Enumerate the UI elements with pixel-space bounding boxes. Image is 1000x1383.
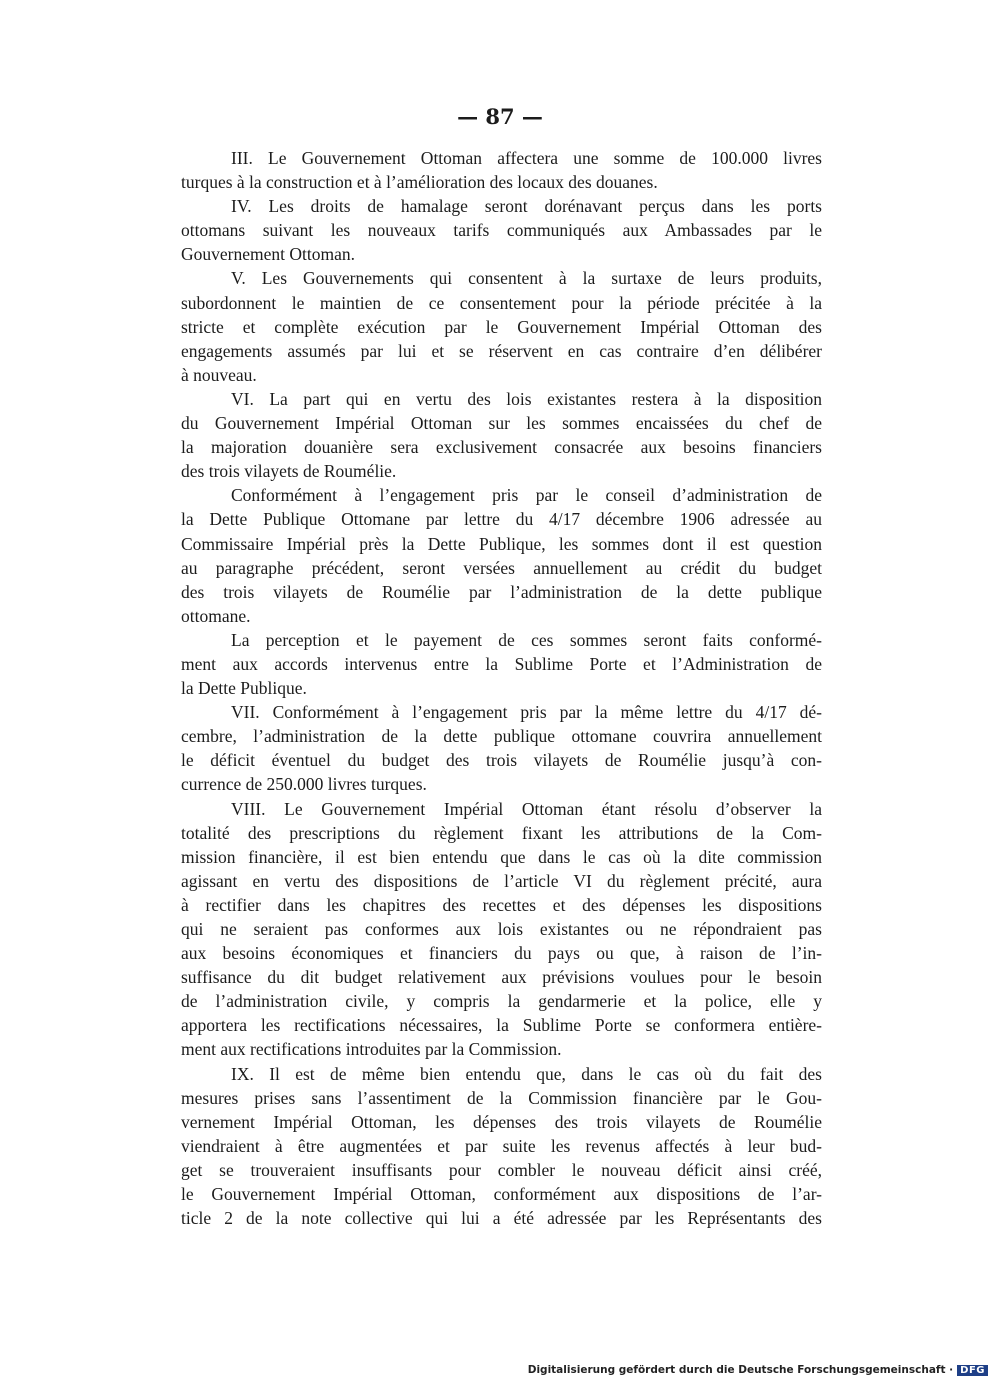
- text-line: Conformément à l’engagement pris par le conseil d’administration de: [231, 485, 822, 506]
- body-text: [181, 146, 822, 1230]
- text-line: ottomans suivant les nouveaux tarifs communiqués aux Ambassades par le: [181, 220, 822, 241]
- text-line: au paragraphe précédent, seront versées annuellement au crédit du budget: [181, 557, 822, 578]
- text-line: ment aux rectifications introduites par la Commission.: [181, 1039, 562, 1060]
- text-line: la Dette Publique Ottomane par lettre du 4/17 décembre 1906 adressée au: [181, 509, 822, 530]
- text-line: suffisance du dit budget relativement aux prévisions voulues pour le besoin: [181, 967, 822, 988]
- text-line: le Gouvernement Impérial Ottoman, conformément aux dispositions de l’ar-: [181, 1184, 822, 1205]
- text-line: get se trouveraient insuffisants pour combler le nouveau déficit ainsi créé,: [181, 1159, 822, 1180]
- text-line: Gouvernement Ottoman.: [181, 244, 355, 265]
- text-line: ticle 2 de la note collective qui lui a été adressée par les Représentants des: [181, 1208, 822, 1229]
- text-line: engagements assumés par lui et se réservent en cas contraire d’en délibérer: [181, 340, 822, 361]
- text-line: aux besoins économiques et financiers du pays ou que, à raison de l’in-: [181, 943, 822, 964]
- text-line: IV. Les droits de hamalage seront dorénavant perçus dans les ports: [231, 196, 822, 217]
- text-line: subordonnent le maintien de ce consentement pour la période précitée à la: [181, 292, 822, 313]
- footer: [528, 1364, 988, 1376]
- text-line: turques à la construction et à l’amélioration des locaux des douanes.: [181, 172, 658, 193]
- text-line: VI. La part qui en vertu des lois existantes restera à la disposition: [231, 388, 822, 409]
- text-line: cembre, l’administration de la dette publique ottomane couvrira annuellement: [181, 726, 822, 747]
- text-line: de l’administration civile, y compris la gendarmerie et la police, elle y: [181, 991, 822, 1012]
- text-line: agissant en vertu des dispositions de l’article VI du règlement précité, aura: [181, 870, 822, 891]
- text-line: V. Les Gouvernements qui consentent à la surtaxe de leurs produits,: [231, 268, 822, 289]
- text-line: mission financière, il est bien entendu que dans le cas où la dite commission: [181, 846, 822, 867]
- text-line: ment aux accords intervenus entre la Sublime Porte et l’Administration de: [181, 653, 822, 674]
- text-line: qui ne seraient pas conformes aux lois existantes ou ne répondraient pas: [181, 919, 822, 939]
- text-line: la majoration douanière sera exclusivement consacrée aux besoins financiers: [181, 437, 822, 458]
- text-line: le déficit éventuel du budget des trois vilayets de Roumélie jusqu’à con-: [181, 750, 822, 771]
- text-line: apportera les rectifications nécessaires, la Sublime Porte se conformera entière-: [181, 1015, 822, 1036]
- text-line: à rectifier dans les chapitres des recettes et des dépenses les dispositions: [181, 894, 822, 915]
- text-line: VII. Conformément à l’engagement pris par la même lettre du 4/17 dé-: [231, 702, 822, 723]
- text-line: totalité des prescriptions du règlement fixant les attributions de la Com-: [181, 822, 822, 843]
- text-line: La perception et le payement de ces sommes seront faits conformé-: [231, 629, 822, 650]
- text-line: la Dette Publique.: [181, 678, 307, 699]
- text-line: VIII. Le Gouvernement Impérial Ottoman étant résolu d’observer la: [231, 798, 822, 819]
- text-line: vernement Impérial Ottoman, les dépenses des trois vilayets de Roumélie: [181, 1111, 822, 1132]
- text-line: mesures prises sans l’assentiment de la Commission financière par le Gou-: [181, 1087, 822, 1108]
- text-line: ottomane.: [181, 605, 251, 626]
- text-line: IX. Il est de même bien entendu que, dans le cas où du fait des: [231, 1063, 822, 1084]
- text-line: viendraient à être augmentées et par suite les revenus affectés à leur bud-: [181, 1135, 822, 1156]
- text-line: des trois vilayets de Roumélie par l’administration de la dette publique: [181, 581, 822, 602]
- dfg-logo: DFG: [957, 1365, 988, 1376]
- text-line: III. Le Gouvernement Ottoman affectera une somme de 100.000 livres: [231, 148, 822, 168]
- text-line: stricte et complète exécution par le Gouvernement Impérial Ottoman des: [181, 316, 822, 337]
- text-line: du Gouvernement Impérial Ottoman sur les sommes encaissées du chef de: [181, 413, 822, 434]
- text-line: des trois vilayets de Roumélie.: [181, 461, 397, 482]
- text-line: à nouveau.: [181, 364, 257, 385]
- footer-credit: Digitalisierung gefördert durch die Deutsche Forschungsgemeinschaft ·: [527, 1364, 954, 1376]
- text-line: Commissaire Impérial près la Dette Publique, les sommes dont il est question: [181, 533, 822, 554]
- text-line: currence de 250.000 livres turques.: [181, 774, 427, 795]
- page-number: — 87 —: [457, 104, 543, 129]
